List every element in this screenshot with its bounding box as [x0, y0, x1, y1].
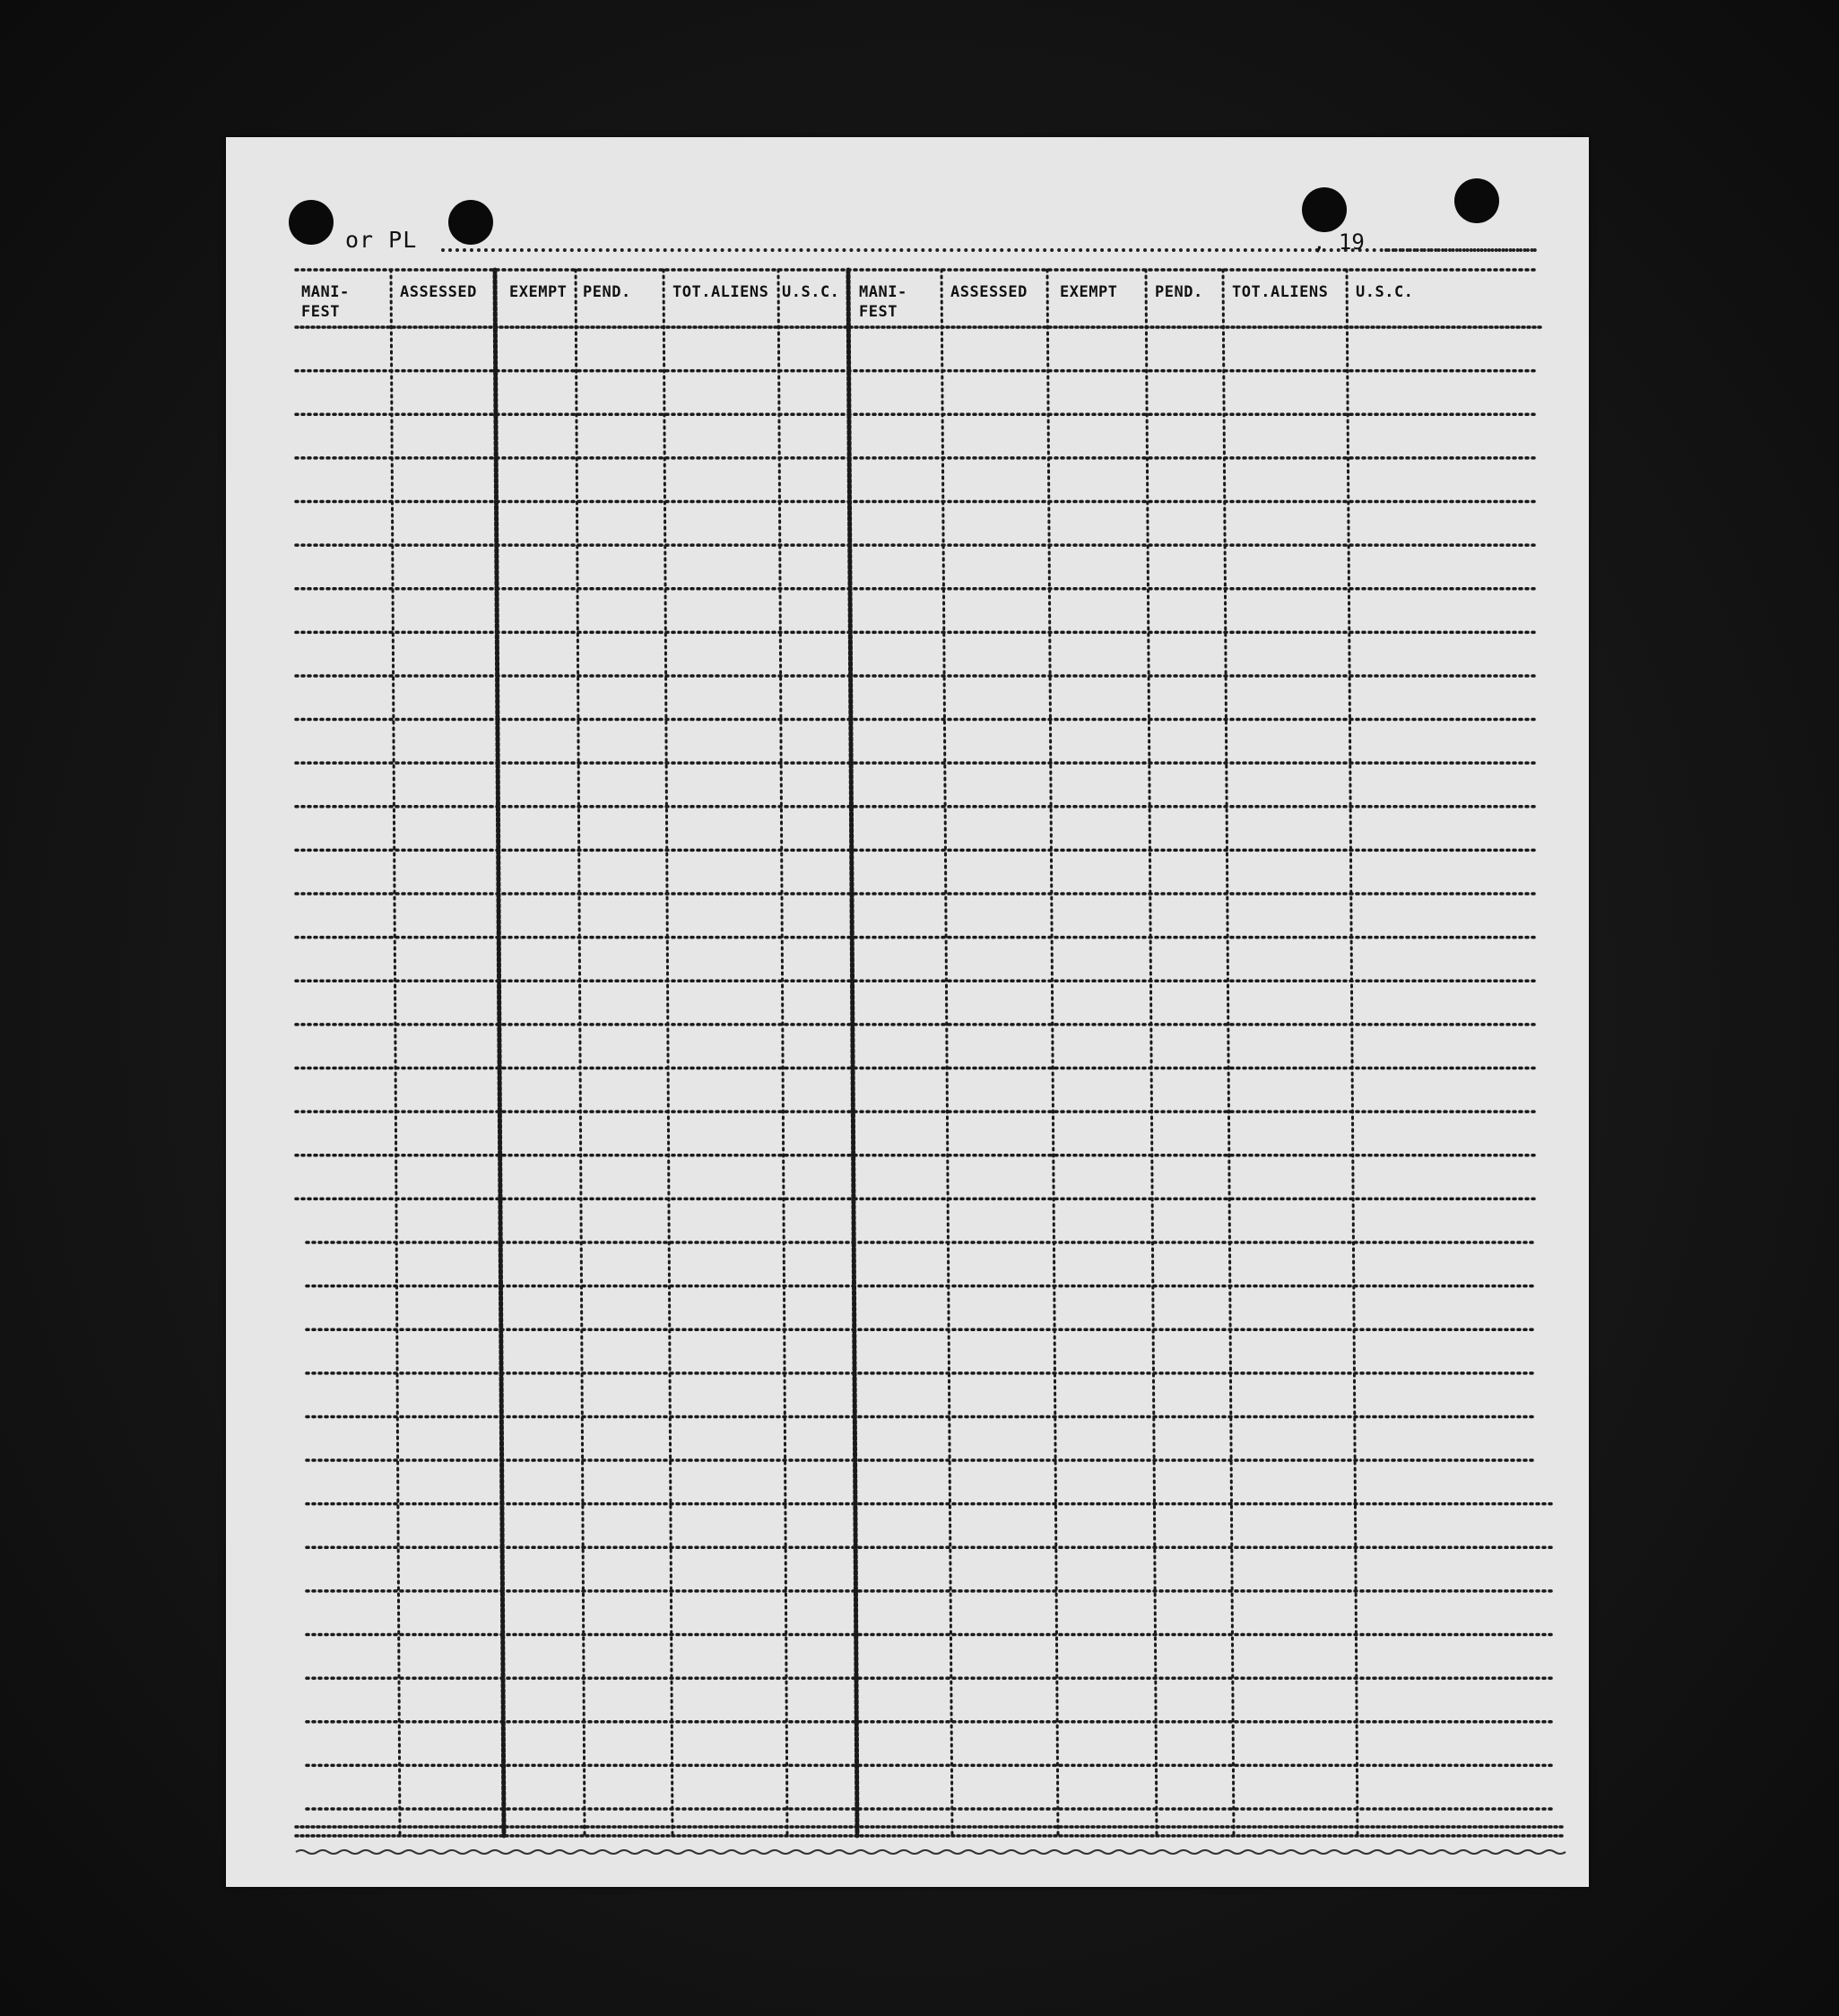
- form-sheet: [226, 137, 1589, 1887]
- grid-column-line: [1347, 270, 1358, 1836]
- header-exempt-right: EXEMPT: [1060, 283, 1118, 301]
- header-pend-right: PEND.: [1155, 283, 1203, 301]
- dotted-grid: [226, 137, 1589, 1887]
- grid-column-line: [391, 270, 400, 1836]
- grid-column-line: [848, 270, 857, 1836]
- header-tot-aliens-left: TOT.ALIENS: [672, 283, 769, 301]
- header-usc-right: U.S.C.: [1356, 283, 1414, 301]
- header-assessed-right: ASSESSED: [950, 283, 1028, 301]
- form-prefix: or PL: [345, 227, 418, 253]
- grid-column-line: [1223, 270, 1234, 1836]
- grid-column-line: [941, 270, 952, 1836]
- bottom-wavy-border: [296, 1850, 1566, 1854]
- header-tot-aliens-right: TOT.ALIENS: [1232, 283, 1329, 301]
- header-manifest-left: MANI- FEST: [301, 283, 350, 321]
- grid-column-line: [778, 270, 787, 1836]
- grid-column-line: [495, 270, 504, 1836]
- date-year-prefix: , 19: [1313, 229, 1365, 255]
- grid-column-line: [664, 270, 672, 1836]
- header-usc-left: U.S.C.: [782, 283, 840, 301]
- grid-column-line: [576, 270, 585, 1836]
- header-manifest-right: MANI- FEST: [859, 283, 907, 321]
- grid-column-line: [1047, 270, 1058, 1836]
- header-assessed-left: ASSESSED: [400, 283, 477, 301]
- header-exempt-left: EXEMPT: [509, 283, 568, 301]
- grid-column-line: [1146, 270, 1157, 1836]
- header-pend-left: PEND.: [583, 283, 631, 301]
